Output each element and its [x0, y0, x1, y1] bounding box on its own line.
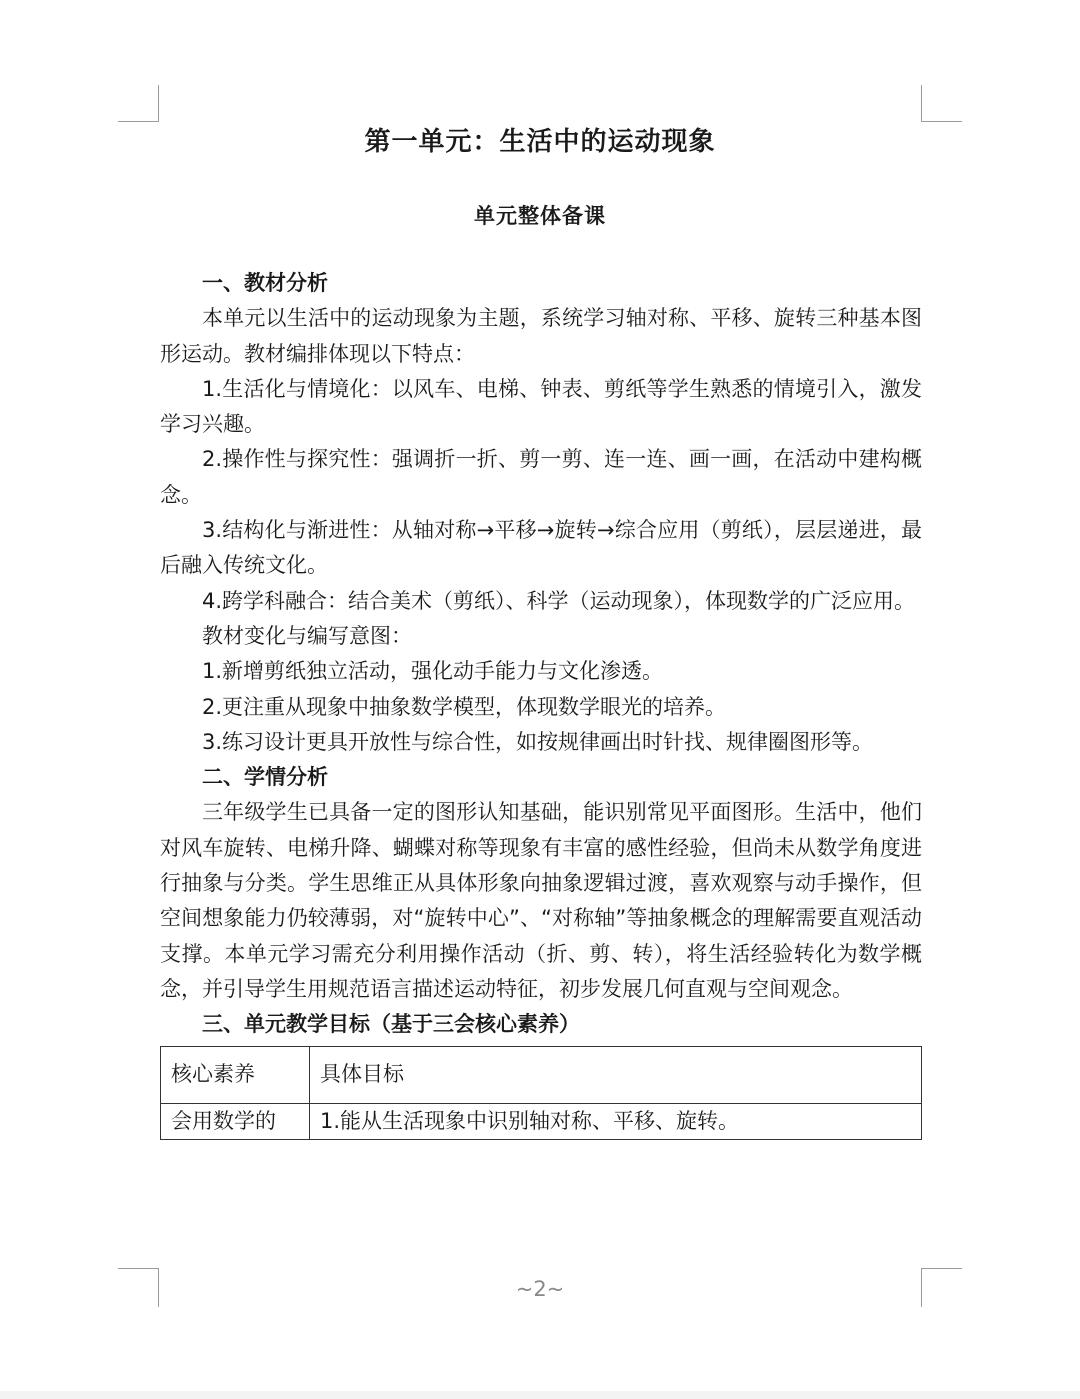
table-row [161, 1103, 922, 1139]
table-cell: 会用数学的 [161, 1103, 310, 1139]
page-title: 第一单元：生活中的运动现象 [364, 127, 716, 157]
section-heading-textbook-analysis: 一、教材分析 [202, 271, 328, 295]
section-heading-student-analysis: 二、学情分析 [202, 765, 328, 790]
page-number: ~2~ [515, 1277, 565, 1301]
paragraph: 3.结构化与渐进性：从轴对称→平移→旋转→综合应用（剪纸），层层递进，最后融入传统文化。 [160, 518, 922, 578]
section-heading-teaching-goals: 三、单元教学目标（基于三会核心素养） [202, 1012, 580, 1037]
paragraph: 本单元以生活中的运动现象为主题，系统学习轴对称、平移、旋转三种基本图形运动。教材编排体现以下特点： [160, 306, 922, 366]
document-body [160, 266, 922, 1140]
page-subtitle: 单元整体备课 [474, 204, 606, 228]
table-header-cell: 核心素养 [161, 1046, 310, 1103]
paragraph: 4.跨学科融合：结合美术（剪纸）、科学（运动现象），体现数学的广泛应用。 [202, 588, 916, 613]
table-header-row [161, 1046, 922, 1103]
paragraph: 3.练习设计更具开放性与综合性，如按规律画出时针找、规律圈图形等。 [202, 729, 874, 754]
crop-mark-top-left [118, 85, 159, 122]
table-cell: 1.能从生活现象中识别轴对称、平移、旋转。 [310, 1103, 922, 1139]
page-bottom-edge [0, 1391, 1080, 1399]
paragraph: 三年级学生已具备一定的图形认知基础，能识别常见平面图形。生活中，他们对风车旋转、电梯升降、蝴蝶对称等现象有丰富的感性经验，但尚未从数学角度进行抽象与分类。学生思维正从具体形象向抽象逻辑过渡，喜欢观察与动手操作，但空间想象能力仍较薄弱，对“旋转中心”、“对称轴”等抽象概念的理解需要直观活动支撑。本单元学习需充分利用操作活动（折、剪、转），将生活经验转化为数学概念，并引导学生用规范语言描述运动特征，初步发展几何直观与空间观念。 [160, 800, 922, 1001]
paragraph: 2.操作性与探究性：强调折一折、剪一剪、连一连、画一画，在活动中建构概念。 [160, 447, 922, 507]
paragraph: 2.更注重从现象中抽象数学模型，体现数学眼光的培养。 [202, 694, 727, 719]
paragraph: 教材变化与编写意图： [202, 623, 412, 648]
paragraph: 1.新增剪纸独立活动，强化动手能力与文化渗透。 [202, 659, 664, 684]
table-header-cell: 具体目标 [310, 1046, 922, 1103]
paragraph: 1.生活化与情境化：以风车、电梯、钟表、剪纸等学生熟悉的情境引入，激发学习兴趣。 [160, 376, 922, 437]
goals-table [160, 1046, 922, 1140]
crop-mark-top-right [921, 85, 962, 122]
